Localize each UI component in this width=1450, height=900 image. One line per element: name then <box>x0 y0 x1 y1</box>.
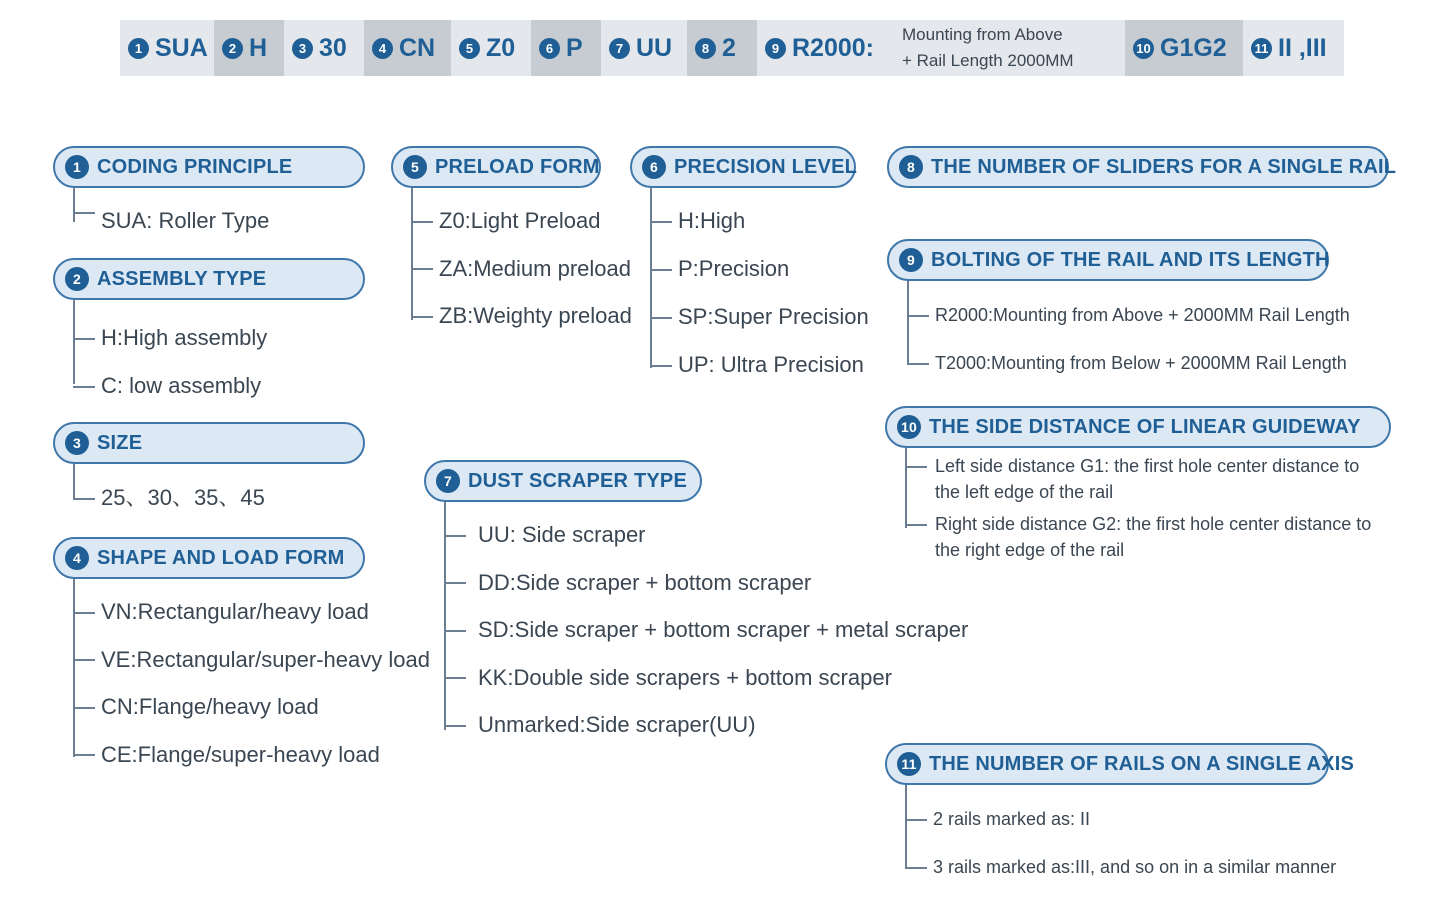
item-text: SUA: Roller Type <box>101 208 270 233</box>
code-segment-9 <box>757 20 1125 76</box>
list-item <box>411 245 632 293</box>
section-title: BOLTING OF THE RAIL AND ITS LENGTH <box>931 248 1330 271</box>
list-item <box>650 245 869 293</box>
number-badge: 10 <box>897 415 921 439</box>
list-item <box>411 292 632 340</box>
list-item <box>444 654 968 702</box>
item-list <box>73 188 365 236</box>
item-list <box>73 579 430 778</box>
item-list <box>907 281 1350 387</box>
code-segment-2 <box>214 20 284 76</box>
section-header <box>53 146 365 188</box>
section-header <box>887 146 1397 188</box>
item-text: ZB:Weighty preload <box>439 303 632 328</box>
section-size <box>53 422 365 522</box>
code-text: P <box>566 33 583 62</box>
item-text: SP:Super Precision <box>678 304 869 329</box>
item-list <box>650 188 869 389</box>
section-coding-principle <box>53 146 365 236</box>
code-text: R2000: <box>792 33 874 62</box>
section-rails-per-axis <box>885 743 1354 891</box>
item-text: VE:Rectangular/super-heavy load <box>101 646 430 672</box>
number-badge: 9 <box>765 38 786 59</box>
item-text: Left side distance G1: the first hole center distance to <box>935 456 1360 476</box>
code-text: 2 <box>722 33 736 62</box>
code-text: 30 <box>319 33 347 62</box>
section-precision-level <box>630 146 869 389</box>
number-badge: 2 <box>222 38 243 59</box>
item-text: 2 rails marked as: II <box>933 809 1091 829</box>
number-badge: 6 <box>642 155 666 179</box>
item-text: the right edge of the rail <box>935 540 1125 560</box>
section-title: SHAPE AND LOAD FORM <box>97 546 345 569</box>
section-header <box>424 460 702 502</box>
code-segment-8 <box>687 20 757 76</box>
number-badge: 1 <box>128 38 149 59</box>
list-item <box>73 314 365 362</box>
list-item <box>650 293 869 341</box>
item-list <box>73 300 365 410</box>
item-text: H:High <box>678 208 746 233</box>
list-item <box>73 683 430 731</box>
section-preload-form <box>391 146 632 340</box>
section-title: THE NUMBER OF RAILS ON A SINGLE AXIS <box>929 752 1354 775</box>
number-badge: 6 <box>539 38 560 59</box>
section-shape-load-form <box>53 537 430 778</box>
section-header <box>53 422 365 464</box>
section-title: PRECISION LEVEL <box>674 155 858 178</box>
item-text: the left edge of the rail <box>935 482 1114 502</box>
number-badge: 8 <box>899 155 923 179</box>
number-badge: 3 <box>292 38 313 59</box>
section-title: ASSEMBLY TYPE <box>97 267 267 290</box>
list-item <box>73 731 430 779</box>
code-segment-6 <box>531 20 601 76</box>
list-item <box>73 636 430 684</box>
section-rail-bolting-length <box>887 239 1350 387</box>
section-title: CODING PRINCIPLE <box>97 155 293 178</box>
section-header <box>53 537 365 579</box>
code-strip <box>120 20 1344 76</box>
code-segment-10 <box>1125 20 1243 76</box>
code-segment-1 <box>120 20 214 76</box>
code-description <box>902 22 1074 74</box>
section-side-distance <box>885 406 1391 569</box>
number-badge: 3 <box>65 431 89 455</box>
code-description-line: Mounting from Above <box>902 25 1063 44</box>
code-text: CN <box>399 33 436 62</box>
code-text: II ,III <box>1278 33 1327 62</box>
list-item <box>650 341 869 389</box>
list-item <box>444 701 968 749</box>
item-text: DD:Side scraper + bottom scraper <box>478 569 812 595</box>
code-text: Z0 <box>486 33 516 62</box>
list-item <box>73 188 365 236</box>
item-text: VN:Rectangular/heavy load <box>101 599 369 624</box>
section-assembly-type <box>53 258 365 410</box>
number-badge: 1 <box>65 155 89 179</box>
list-item <box>73 362 365 410</box>
section-header <box>391 146 601 188</box>
code-description-line: + Rail Length 2000MM <box>902 51 1074 70</box>
list-item <box>905 511 1391 569</box>
item-text: H:High assembly <box>101 325 268 350</box>
code-text: UU <box>636 33 673 62</box>
section-sliders-per-rail <box>887 146 1397 188</box>
number-badge: 7 <box>609 38 630 59</box>
list-item <box>907 339 1350 387</box>
code-text: H <box>249 33 268 62</box>
section-header <box>885 743 1354 785</box>
section-header <box>885 406 1391 448</box>
code-text: G1G2 <box>1160 33 1227 62</box>
list-item <box>73 474 365 522</box>
item-text: ZA:Medium preload <box>439 255 631 281</box>
number-badge: 4 <box>372 38 393 59</box>
number-badge: 11 <box>897 752 921 776</box>
number-badge: 5 <box>459 38 480 59</box>
number-badge: 9 <box>899 248 923 272</box>
item-text: 3 rails marked as:III, and so on in a similar manner <box>933 857 1337 877</box>
item-text: P:Precision <box>678 256 790 281</box>
code-segment-4 <box>364 20 451 76</box>
list-item <box>905 795 1336 843</box>
item-text: Unmarked:Side scraper(UU) <box>478 712 756 737</box>
item-text: UU: Side scraper <box>478 522 646 547</box>
item-text: UP: Ultra Precision <box>678 352 864 377</box>
item-list <box>905 448 1391 569</box>
item-text: 25、30、35、45 <box>101 485 265 510</box>
item-text: R2000:Mounting from Above + 2000MM Rail Length <box>935 305 1350 325</box>
code-segment-11 <box>1243 20 1344 76</box>
list-item <box>907 291 1350 339</box>
code-segment-3 <box>284 20 364 76</box>
item-list <box>73 464 365 522</box>
section-title: THE NUMBER OF SLIDERS FOR A SINGLE RAIL <box>931 155 1397 178</box>
list-item <box>905 843 1336 891</box>
section-title: SIZE <box>97 431 143 454</box>
number-badge: 8 <box>695 38 716 59</box>
item-text: KK:Double side scrapers + bottom scraper <box>478 664 892 690</box>
section-header <box>887 239 1329 281</box>
section-title: THE SIDE DISTANCE OF LINEAR GUIDEWAY <box>929 415 1361 438</box>
item-text: SD:Side scraper + bottom scraper + metal scraper <box>478 617 969 642</box>
item-list <box>411 188 632 340</box>
item-text: T2000:Mounting from Below + 2000MM Rail Length <box>935 353 1347 373</box>
number-badge: 7 <box>436 469 460 493</box>
number-badge: 10 <box>1133 38 1154 59</box>
number-badge: 5 <box>403 155 427 179</box>
code-segment-5 <box>451 20 531 76</box>
item-text: Z0:Light Preload <box>439 208 601 233</box>
item-text: CN:Flange/heavy load <box>101 694 319 719</box>
number-badge: 4 <box>65 546 89 570</box>
list-item <box>73 588 430 636</box>
number-badge: 11 <box>1251 38 1272 59</box>
item-text: CE:Flange/super-heavy load <box>101 741 380 767</box>
list-item <box>411 197 632 245</box>
code-segment-7 <box>601 20 687 76</box>
number-badge: 2 <box>65 267 89 291</box>
item-text: C: low assembly <box>101 373 262 398</box>
list-item <box>905 453 1391 511</box>
section-header <box>53 258 365 300</box>
list-item <box>650 197 869 245</box>
item-text: Right side distance G2: the first hole center distance to <box>935 514 1372 534</box>
code-text: SUA <box>155 33 208 62</box>
section-title: DUST SCRAPER TYPE <box>468 469 687 492</box>
section-title: PRELOAD FORM <box>435 155 600 178</box>
list-item <box>444 606 968 654</box>
item-list <box>905 785 1336 891</box>
section-header <box>630 146 856 188</box>
